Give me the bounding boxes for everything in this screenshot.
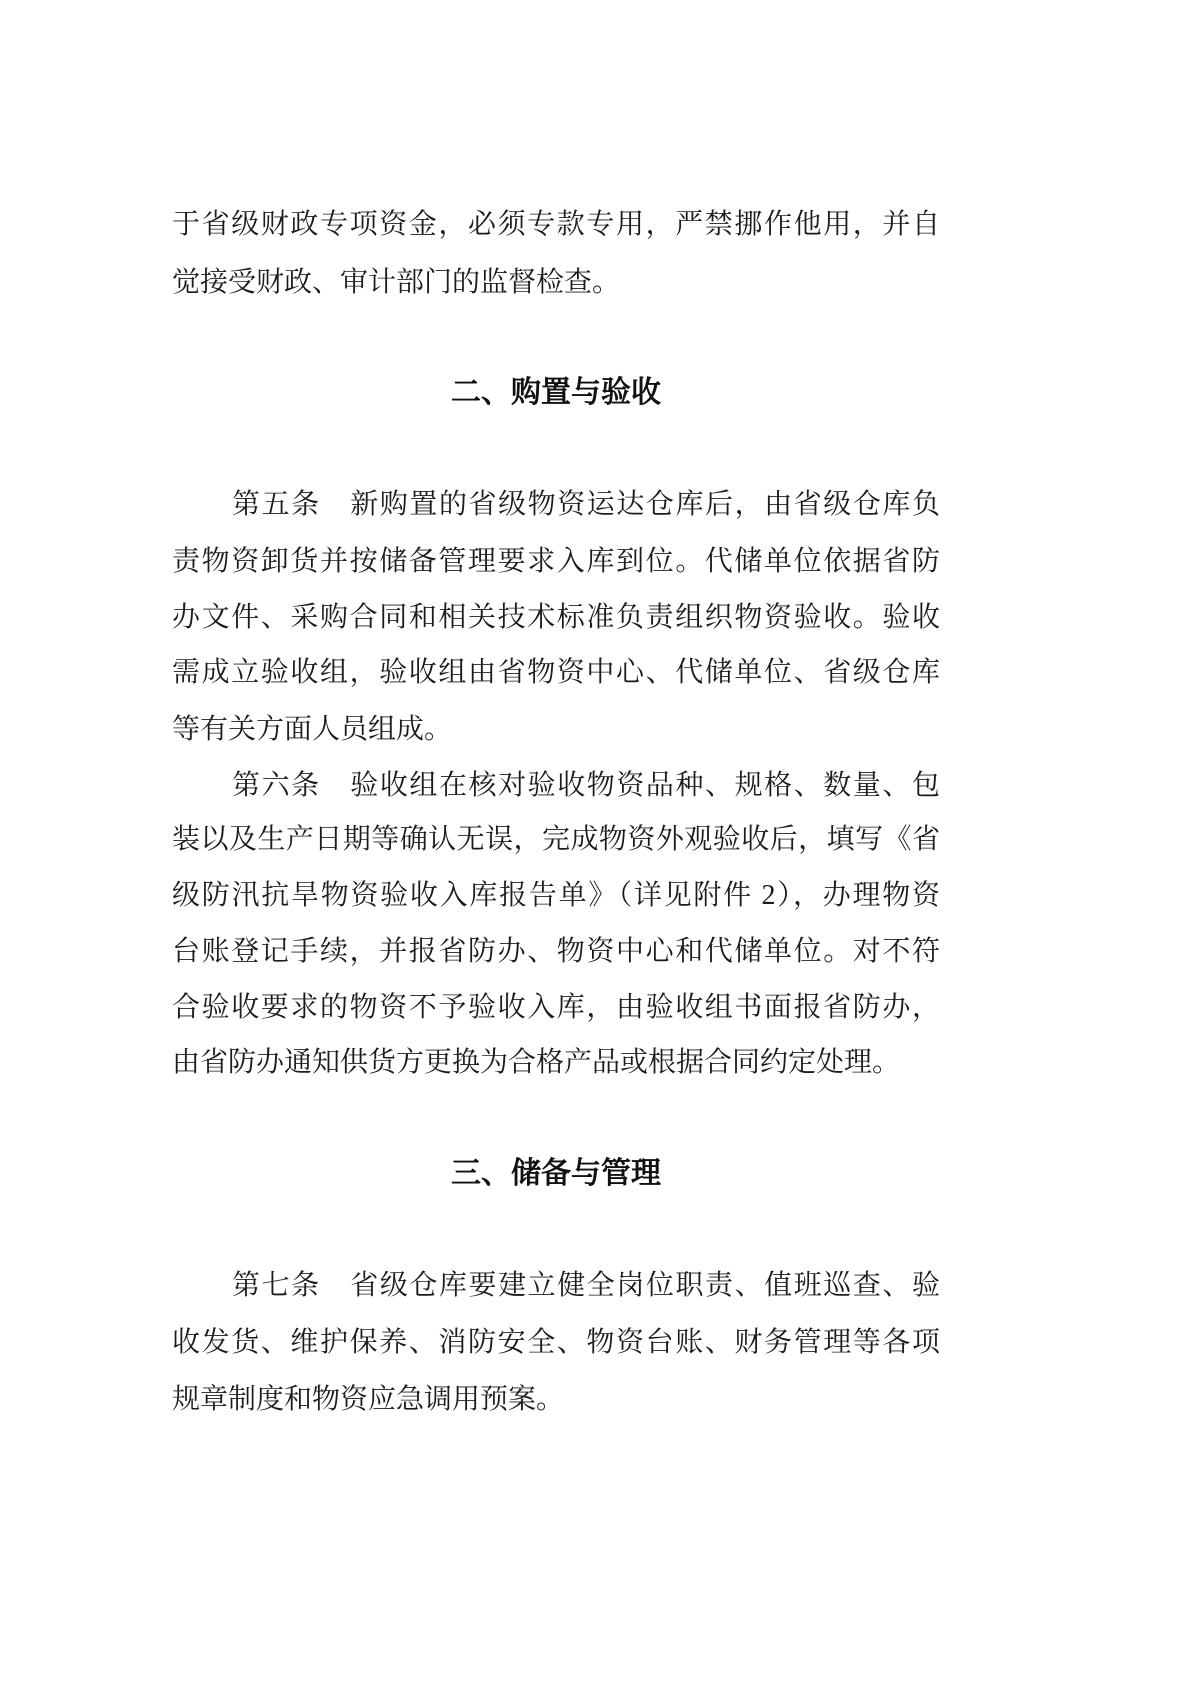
text-line: 收发货、维护保养、消防安全、物资台账、财务管理等各项 — [172, 1327, 940, 1358]
text-line: 第六条 验收组在核对验收物资品种、规格、数量、包 — [232, 770, 940, 801]
text-line: 装以及生产日期等确认无误，完成物资外观验收后，填写《省 — [172, 824, 940, 855]
section-heading: 二、购置与验收 — [451, 375, 661, 410]
text-line: 级防汛抗旱物资验收入库报告单》（详见附件 2），办理物资 — [172, 880, 940, 911]
text-line: 觉接受财政、审计部门的监督检查。 — [172, 267, 621, 298]
text-line: 台账登记手续，并报省防办、物资中心和代储单位。对不符 — [172, 936, 940, 967]
text-line: 等有关方面人员组成。 — [172, 714, 453, 745]
text-line: 责物资卸货并按储备管理要求入库到位。代储单位依据省防 — [172, 546, 940, 577]
text-line: 第七条 省级仓库要建立健全岗位职责、值班巡查、验 — [232, 1270, 940, 1301]
text-line: 办文件、采购合同和相关技术标准负责组织物资验收。验收 — [172, 602, 940, 633]
section-heading: 三、储备与管理 — [451, 1156, 661, 1191]
text-line: 第五条 新购置的省级物资运达仓库后，由省级仓库负 — [232, 489, 940, 520]
text-line: 合验收要求的物资不予验收入库，由验收组书面报省防办， — [172, 992, 940, 1023]
text-line: 规章制度和物资应急调用预案。 — [172, 1384, 565, 1415]
text-line: 需成立验收组，验收组由省物资中心、代储单位、省级仓库 — [172, 657, 940, 688]
text-line: 由省防办通知供货方更换为合格产品或根据合同约定处理。 — [172, 1047, 901, 1078]
text-line: 于省级财政专项资金，必须专款专用，严禁挪作他用，并自 — [172, 209, 940, 240]
